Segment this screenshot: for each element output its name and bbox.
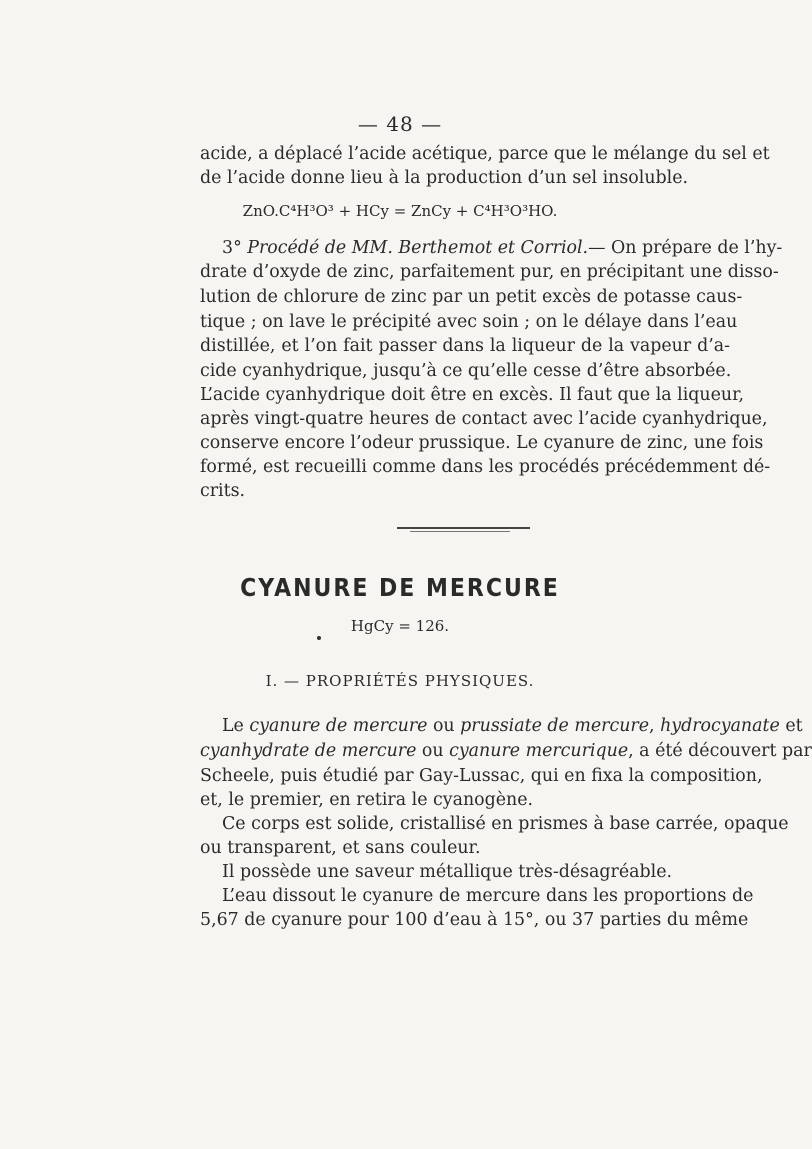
subsection-heading: I. — PROPRIÉTÉS PHYSIQUES. (265, 672, 535, 690)
text-line: — On prépare de l’hy- (588, 238, 783, 258)
page-number: — 48 — (357, 112, 443, 136)
procedure-title: Procédé de MM. Berthemot et Corriol. (247, 238, 589, 258)
text-line: et, le premier, en retira le cyanogène. (200, 790, 534, 810)
text-line: L’eau dissout le cyanure de mercure dans les proportions de (222, 886, 754, 906)
text-line: après vingt-quatre heures de contact avec l’acide cyanhydrique, (200, 409, 768, 429)
text-line: Il possède une saveur métallique très-désagréable. (222, 862, 673, 882)
text-line: ou transparent, et sans couleur. (200, 838, 481, 858)
formula-subtitle: HgCy = 126. (350, 617, 450, 635)
italic-term: hydrocyanate (660, 716, 780, 736)
procedure-heading-line (222, 236, 783, 260)
text-line: lution de chlorure de zinc par un petit excès de potasse caus- (200, 287, 743, 307)
text-line: crits. (200, 481, 246, 501)
section-title: CYANURE DE MERCURE (240, 574, 560, 603)
ink-speck (317, 636, 321, 640)
text-line: drate d’oxyde de zinc, parfaitement pur, en précipitant une disso- (200, 262, 779, 282)
text-span: , a été découvert par (628, 741, 812, 761)
text-span: ou (416, 741, 450, 761)
text-line: tique ; on lave le précipité avec soin ; on le délaye dans l’eau (200, 312, 738, 332)
chemical-formula: ZnO.C⁴H³O³ + HCy = ZnCy + C⁴H³O³HO. (242, 202, 558, 220)
text-line (222, 714, 803, 738)
text-line: distillée, et l’on fait passer dans la liqueur de la vapeur d’a- (200, 336, 730, 356)
text-line: formé, est recueilli comme dans les procédés précédemment dé- (200, 457, 771, 477)
text-line: Scheele, puis étudié par Gay-Lussac, qui en fixa la composition, (200, 766, 763, 786)
procedure-number: 3° (222, 238, 242, 258)
italic-term: cyanure de mercure (249, 716, 428, 736)
text-line: 5,67 de cyanure pour 100 d’eau à 15°, ou 37 parties du même (200, 910, 749, 930)
text-span: ou (427, 716, 461, 736)
italic-term: cyanure mercurique (449, 741, 629, 761)
italic-term: prussiate de mercure (460, 716, 649, 736)
text-line: cide cyanhydrique, jusqu’à ce qu’elle cesse d’être absorbée. (200, 361, 732, 381)
italic-term: cyanhydrate de mercure (200, 741, 417, 761)
text-line: acide, a déplacé l’acide acétique, parce que le mélange du sel et (200, 144, 770, 164)
text-line: Ce corps est solide, cristallisé en prismes à base carrée, opaque (222, 814, 789, 834)
text-line: L’acide cyanhydrique doit être en excès. Il faut que la liqueur, (200, 385, 745, 405)
separator-rule (410, 531, 510, 532)
separator-rule (397, 527, 530, 529)
text-span: Le (222, 716, 250, 736)
text-span: et (779, 716, 803, 736)
text-line: de l’acide donne lieu à la production d’un sel insoluble. (200, 168, 689, 188)
text-line (200, 739, 812, 763)
text-line: conserve encore l’odeur prussique. Le cyanure de zinc, une fois (200, 433, 764, 453)
text-span: , (649, 716, 661, 736)
